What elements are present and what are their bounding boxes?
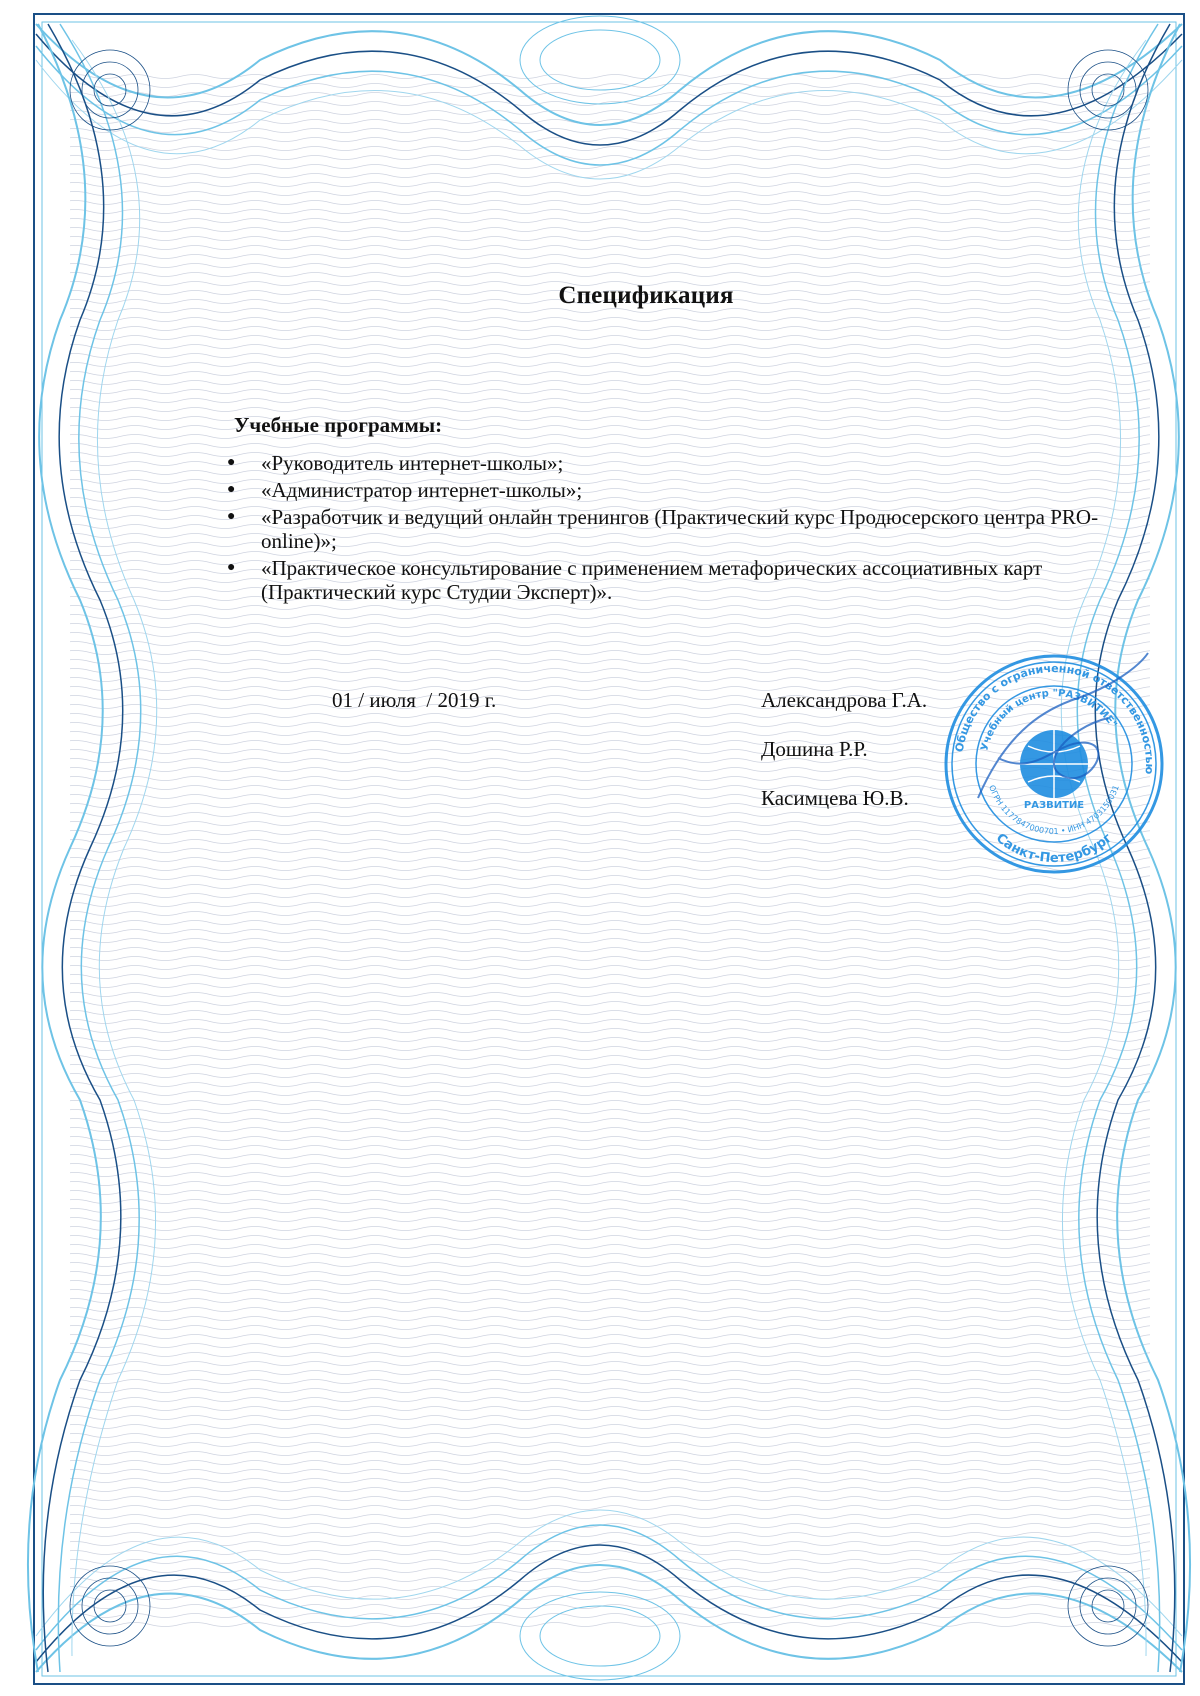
company-stamp	[938, 648, 1170, 880]
stamp-city-text: Санкт-Петербург	[992, 830, 1116, 867]
program-text: «Администратор интернет-школы»;	[261, 478, 583, 502]
stamp-registry-text: ОГРН 1177847000701 • ИНН 4703150031	[987, 783, 1121, 837]
bullet-icon: ●	[227, 509, 236, 524]
page-title: Спецификация	[558, 282, 734, 309]
list-item	[225, 556, 1105, 604]
stamp-inner-text: Учебный центр "РАЗВИТИЕ"	[979, 687, 1119, 753]
programs-heading: Учебные программы:	[234, 413, 443, 437]
program-text: «Практическое консультирование с применением метафорических ассоциативных карт (Практический курс Студии Эксперт)».	[261, 556, 1043, 604]
bullet-icon: ●	[227, 482, 236, 497]
program-text: «Разработчик и ведущий онлайн тренингов (Практический курс Продюсерского центра PRO-online)»;	[261, 505, 1099, 553]
programs-list	[225, 451, 1105, 607]
signer-name: Александрова Г.А.	[761, 688, 928, 712]
bullet-icon: ●	[227, 455, 236, 470]
program-text: «Руководитель интернет-школы»;	[261, 451, 564, 475]
list-item	[225, 451, 1105, 475]
stamp-center-label: РАЗВИТИЕ	[1023, 800, 1085, 811]
bullet-icon: ●	[227, 560, 236, 575]
signer-name: Дошина Р.Р.	[761, 737, 868, 761]
list-item	[225, 505, 1105, 553]
issue-date: 01 / июля / 2019 г.	[332, 688, 497, 712]
signers-list	[761, 688, 927, 835]
stamp-outer-text: Общество с ограниченной ответственностью	[952, 661, 1157, 775]
signer-name: Касимцева Ю.В.	[761, 786, 909, 810]
list-item	[225, 478, 1105, 502]
